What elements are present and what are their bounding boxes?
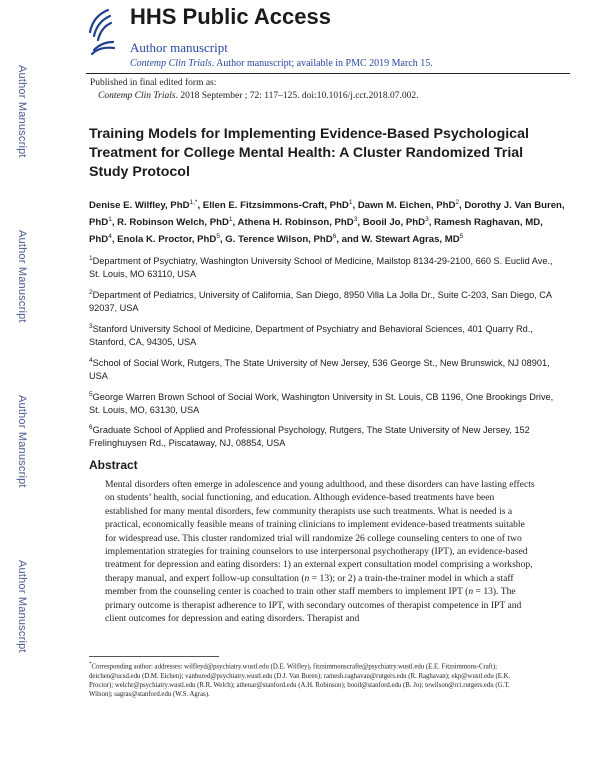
affiliation-text: Department of Psychiatry, Washington University School of Medicine, Mailstop 8134-29-2100, 660 S. Euclid Ave., St. Louis, MO 63110, USA xyxy=(89,256,553,280)
author-affiliation-sup: 5 xyxy=(459,232,464,240)
published-in-label: Published in final edited form as: xyxy=(90,78,217,88)
side-label-author-manuscript: Author Manuscript xyxy=(16,560,28,653)
author-separator: , xyxy=(111,233,118,245)
author xyxy=(238,217,363,228)
affiliation-number: 4 xyxy=(89,357,93,364)
author-separator: , xyxy=(428,216,435,228)
author-name: Denise E. Wilfley, PhD xyxy=(89,200,190,212)
abstract-n: n xyxy=(468,586,474,598)
publication-info xyxy=(90,77,419,102)
author-separator: , xyxy=(459,200,465,212)
author-name: G. Terence Wilson, PhD xyxy=(225,233,333,245)
author-affiliation-sup: 3 xyxy=(425,215,429,223)
author-name: R. Robinson Welch, PhD xyxy=(117,216,229,228)
affiliation xyxy=(89,320,559,349)
author xyxy=(117,217,237,228)
affiliation-number: 3 xyxy=(89,323,93,330)
author-name: Dawn M. Eichen, PhD xyxy=(357,200,456,212)
author-name: Ramesh Raghavan, MD, PhD xyxy=(89,216,543,245)
author-affiliation-sup: 1,* xyxy=(189,199,198,206)
abstract-text: = 13); or 2) a train-the-trainer model in which a staff member from the counseling center is coached to train other staff members to implement IPT ( xyxy=(105,572,514,598)
affiliation-number: 6 xyxy=(89,424,93,431)
affiliation-text: Stanford University School of Medicine, Department of Psychiatry and Behavioral Sciences, 401 Quarry Rd., Stanford, CA, 94305, USA xyxy=(89,324,533,348)
side-label-author-manuscript: Author Manuscript xyxy=(16,395,28,488)
hhs-eagle-icon xyxy=(86,6,116,58)
author-affiliation-sup: 5 xyxy=(216,232,220,240)
author xyxy=(358,200,465,211)
citation xyxy=(90,90,419,103)
author-manuscript-subtitle: Author manuscript xyxy=(130,40,228,55)
author-affiliation-sup: 2 xyxy=(455,199,460,206)
article-title: Training Models for Implementing Evidence-Based Psychological Treatment for College Mental Health: A Cluster Randomized Trial Study Protocol xyxy=(89,126,529,180)
affiliation-text: Graduate School of Applied and Professional Psychology, Rutgers, The State University of New Jersey, 152 Frelinghuysen Rd., Piscataway, NJ, 08854, USA xyxy=(89,425,530,449)
author-name: Booil Jo, PhD xyxy=(362,216,426,228)
abstract-body xyxy=(105,478,535,625)
hhs-public-access-title: HHS Public Access xyxy=(130,4,331,29)
author-separator: , xyxy=(352,200,358,212)
citation-details: . 2018 September ; 72: 117–125. doi:10.1016/j.cct.2018.07.002. xyxy=(175,90,419,101)
affiliation-number: 2 xyxy=(89,289,93,296)
author-affiliation-sup: 1 xyxy=(228,215,233,223)
author xyxy=(361,234,463,245)
affiliation-text: George Warren Brown School of Social Work, Washington University in St. Louis, CB 1196, One Brookings Drive, St. Louis, MO, 63130, USA xyxy=(89,392,554,416)
author-separator: , xyxy=(197,200,203,212)
author-affiliation-sup: 3 xyxy=(353,215,358,223)
author-affiliation-sup: 1 xyxy=(108,215,112,223)
abstract-text: = 13). The primary outcome is therapist adherence to IPT, with secondary outcomes of therapist competence in IPT and client outcomes for depression and eating disorders. Therapist and xyxy=(105,586,522,625)
author-name: Dorothy J. Van Buren, PhD xyxy=(89,200,565,228)
author xyxy=(117,234,225,245)
author-separator: , xyxy=(111,216,118,228)
availability-note: . Author manuscript; available in PMC 2019 March 15. xyxy=(211,58,433,69)
author xyxy=(363,217,434,228)
affiliation-text: School of Social Work, Rutgers, The State University of New Jersey, 536 George St., New Brunswick, NJ 08901, USA xyxy=(89,358,550,382)
corresponding-author-footnote xyxy=(89,660,529,699)
author-separator: , xyxy=(357,216,363,228)
author-name: Ellen E. Fitzsimmons-Craft, PhD xyxy=(202,200,349,212)
author-separator: , and xyxy=(336,233,362,245)
affiliation xyxy=(89,252,559,281)
affiliation-number: 5 xyxy=(89,391,93,398)
author-affiliation-sup: 1 xyxy=(348,199,353,206)
journal-name: Contemp Clin Trials xyxy=(130,58,212,69)
affiliation-number: 1 xyxy=(89,255,93,262)
header-divider xyxy=(86,73,570,74)
author-separator: , xyxy=(232,216,238,228)
side-label-author-manuscript: Author Manuscript xyxy=(16,65,28,158)
author xyxy=(89,200,203,211)
author xyxy=(225,234,361,245)
affiliation-text: Department of Pediatrics, University of California, San Diego, 8950 Villa La Jolla Dr., Suite C-203, San Diego, CA 92037, USA xyxy=(89,290,552,314)
author-affiliation-sup: 6 xyxy=(332,232,337,240)
journal-availability xyxy=(130,58,433,69)
abstract-heading: Abstract xyxy=(89,458,138,472)
affiliation xyxy=(89,421,559,450)
author-name: Athena H. Robinson, PhD xyxy=(237,216,354,228)
affiliation xyxy=(89,286,559,315)
author xyxy=(203,200,358,211)
footnote-divider xyxy=(89,656,219,657)
author-separator: , xyxy=(219,233,226,245)
citation-journal: Contemp Clin Trials xyxy=(98,90,176,101)
abstract-text: Mental disorders often emerge in adolescence and young adulthood, and these disorders can have lasting effects on students’ health, social functioning, and education. Although evidence-based treatments have been established for many mental disorders, few community therapists use such treatments. What is needed is a practical, economically feasible means of training clinicians to implement evidence-based treatments suitable for widespread use. This cluster randomized trial will randomize 26 college counseling centers to one of two implementation strategies for training counselors to use interpersonal psychotherapy (IPT), an evidence-based treatment for depression and eating disorders: 1) an external expert consultation model comprising a workshop, therapy manual, and expert follow-up consultation ( xyxy=(105,479,535,584)
author-name: Enola K. Proctor, PhD xyxy=(117,233,217,245)
affiliation xyxy=(89,354,559,383)
author-affiliation-sup: 4 xyxy=(108,232,112,240)
author-list xyxy=(89,196,569,246)
abstract-n: n xyxy=(304,572,310,584)
footnote-marker: * xyxy=(89,662,92,667)
author-name: W. Stewart Agras, MD xyxy=(361,233,460,245)
affiliation xyxy=(89,388,559,417)
side-label-author-manuscript: Author Manuscript xyxy=(16,230,28,323)
footnote-text: Corresponding author: addresses: wilfleyd@psychiatry.wustl.edu (D.E. Wilfley), fitzsimmonscrafte@psychiatry.wustl.edu (E.E. Fitzsimmons-Craft); deichen@ucsd.edu (D.M. Eichen); vanbured@psychiatry.wustl.edu (D.J. Van Buren); ramesh.raghavan@rutgers.edu (R. Raghavan); ekp@wustl.edu (E.K. Proctor); welchr@psychiatry.wustl.edu (R.R. Welch); athenar@stanford.edu (A.H. Robinson); booil@stanford.edu (B. Jo); tewilson@rci.rutgers.edu (G.T. Wilson); sagras@stanford.edu (W.S. Agras). xyxy=(89,663,511,699)
